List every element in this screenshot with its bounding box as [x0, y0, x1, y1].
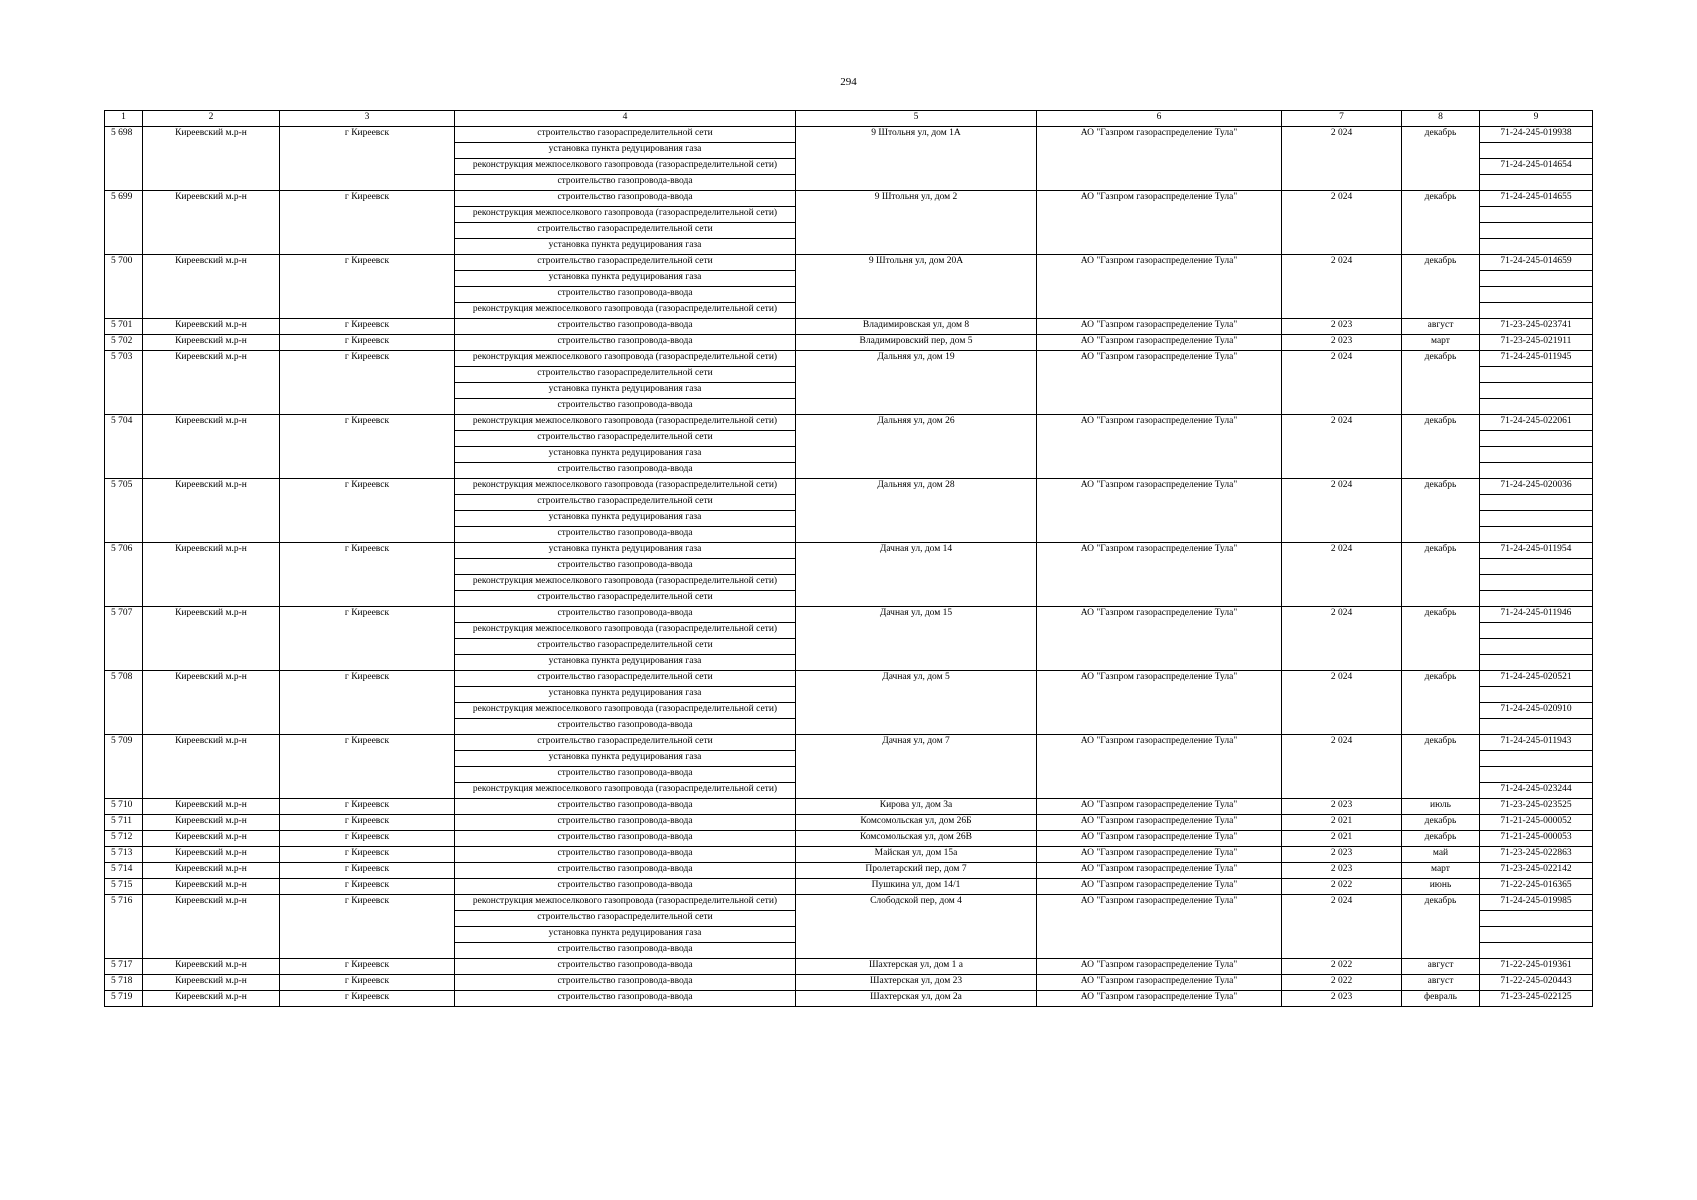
- column-header: 4: [455, 111, 796, 127]
- work-type-cell: реконструкция межпоселкового газопровода (газораспределительной сети): [455, 575, 796, 591]
- record-number: 5 705: [105, 479, 143, 543]
- table-row: [105, 815, 1593, 831]
- application-id-cell: 71-24-245-011945: [1480, 351, 1593, 367]
- application-id-cell: [1480, 207, 1593, 223]
- page-number: 294: [840, 76, 857, 88]
- work-type-cell: строительство газопровода-ввода: [455, 463, 796, 479]
- month-cell: декабрь: [1402, 815, 1480, 831]
- year-cell: 2 024: [1282, 415, 1402, 479]
- address-cell: Шахтерская ул, дом 2а: [796, 991, 1037, 1007]
- district-cell: Киреевский м.р-н: [143, 895, 280, 959]
- month-cell: декабрь: [1402, 543, 1480, 607]
- city-cell: г Киреевск: [280, 671, 455, 735]
- district-cell: Киреевский м.р-н: [143, 863, 280, 879]
- application-id-cell: [1480, 447, 1593, 463]
- application-id-cell: [1480, 655, 1593, 671]
- record-number: 5 699: [105, 191, 143, 255]
- year-cell: 2 021: [1282, 815, 1402, 831]
- work-type-cell: строительство газораспределительной сети: [455, 223, 796, 239]
- city-cell: г Киреевск: [280, 735, 455, 799]
- city-cell: г Киреевск: [280, 543, 455, 607]
- organization-cell: АО "Газпром газораспределение Тула": [1037, 991, 1282, 1007]
- city-cell: г Киреевск: [280, 879, 455, 895]
- work-type-cell: строительство газораспределительной сети: [455, 431, 796, 447]
- organization-cell: АО "Газпром газораспределение Тула": [1037, 415, 1282, 479]
- year-cell: 2 024: [1282, 127, 1402, 191]
- table-row: [105, 831, 1593, 847]
- work-type-cell: установка пункта редуцирования газа: [455, 927, 796, 943]
- work-type-cell: реконструкция межпоселкового газопровода (газораспределительной сети): [455, 159, 796, 175]
- address-cell: Комсомольская ул, дом 26Б: [796, 815, 1037, 831]
- address-cell: Пролетарский пер, дом 7: [796, 863, 1037, 879]
- year-cell: 2 024: [1282, 255, 1402, 319]
- application-id-cell: 71-21-245-000053: [1480, 831, 1593, 847]
- address-cell: Дальняя ул, дом 28: [796, 479, 1037, 543]
- district-cell: Киреевский м.р-н: [143, 191, 280, 255]
- city-cell: г Киреевск: [280, 319, 455, 335]
- record-number: 5 707: [105, 607, 143, 671]
- district-cell: Киреевский м.р-н: [143, 543, 280, 607]
- table-row: [105, 127, 1593, 143]
- table-row: [105, 479, 1593, 495]
- month-cell: август: [1402, 319, 1480, 335]
- district-cell: Киреевский м.р-н: [143, 479, 280, 543]
- application-id-cell: 71-24-245-014654: [1480, 159, 1593, 175]
- work-type-cell: строительство газораспределительной сети: [455, 255, 796, 271]
- record-number: 5 703: [105, 351, 143, 415]
- address-cell: Пушкина ул, дом 14/1: [796, 879, 1037, 895]
- record-number: 5 698: [105, 127, 143, 191]
- application-id-cell: 71-23-245-022125: [1480, 991, 1593, 1007]
- application-id-cell: 71-24-245-023244: [1480, 783, 1593, 799]
- column-header: 2: [143, 111, 280, 127]
- record-number: 5 714: [105, 863, 143, 879]
- work-type-cell: строительство газопровода-ввода: [455, 799, 796, 815]
- application-id-cell: 71-24-245-019985: [1480, 895, 1593, 911]
- work-type-cell: строительство газопровода-ввода: [455, 319, 796, 335]
- application-id-cell: [1480, 383, 1593, 399]
- month-cell: декабрь: [1402, 735, 1480, 799]
- year-cell: 2 023: [1282, 991, 1402, 1007]
- record-number: 5 717: [105, 959, 143, 975]
- month-cell: декабрь: [1402, 415, 1480, 479]
- organization-cell: АО "Газпром газораспределение Тула": [1037, 255, 1282, 319]
- organization-cell: АО "Газпром газораспределение Тула": [1037, 831, 1282, 847]
- year-cell: 2 022: [1282, 959, 1402, 975]
- application-id-cell: [1480, 559, 1593, 575]
- work-type-cell: строительство газопровода-ввода: [455, 175, 796, 191]
- application-id-cell: 71-23-245-022142: [1480, 863, 1593, 879]
- month-cell: декабрь: [1402, 191, 1480, 255]
- city-cell: г Киреевск: [280, 351, 455, 415]
- header-row: [105, 111, 1593, 127]
- table-row: [105, 735, 1593, 751]
- record-number: 5 708: [105, 671, 143, 735]
- table-row: [105, 319, 1593, 335]
- month-cell: декабрь: [1402, 479, 1480, 543]
- application-id-cell: [1480, 223, 1593, 239]
- month-cell: март: [1402, 863, 1480, 879]
- work-type-cell: строительство газопровода-ввода: [455, 847, 796, 863]
- work-type-cell: установка пункта редуцирования газа: [455, 543, 796, 559]
- year-cell: 2 024: [1282, 351, 1402, 415]
- organization-cell: АО "Газпром газораспределение Тула": [1037, 735, 1282, 799]
- application-id-cell: 71-23-245-021911: [1480, 335, 1593, 351]
- table-row: [105, 351, 1593, 367]
- work-type-cell: реконструкция межпоселкового газопровода (газораспределительной сети): [455, 207, 796, 223]
- work-type-cell: установка пункта редуцирования газа: [455, 751, 796, 767]
- application-id-cell: 71-24-245-011954: [1480, 543, 1593, 559]
- record-number: 5 715: [105, 879, 143, 895]
- year-cell: 2 024: [1282, 191, 1402, 255]
- organization-cell: АО "Газпром газораспределение Тула": [1037, 335, 1282, 351]
- work-type-cell: реконструкция межпоселкового газопровода (газораспределительной сети): [455, 479, 796, 495]
- application-id-cell: [1480, 623, 1593, 639]
- work-type-cell: строительство газораспределительной сети: [455, 671, 796, 687]
- year-cell: 2 023: [1282, 799, 1402, 815]
- record-number: 5 716: [105, 895, 143, 959]
- work-type-cell: установка пункта редуцирования газа: [455, 687, 796, 703]
- year-cell: 2 023: [1282, 863, 1402, 879]
- year-cell: 2 024: [1282, 735, 1402, 799]
- table-row: [105, 895, 1593, 911]
- work-type-cell: строительство газопровода-ввода: [455, 863, 796, 879]
- work-type-cell: строительство газопровода-ввода: [455, 399, 796, 415]
- month-cell: май: [1402, 847, 1480, 863]
- table-row: [105, 607, 1593, 623]
- city-cell: г Киреевск: [280, 191, 455, 255]
- work-type-cell: строительство газопровода-ввода: [455, 975, 796, 991]
- work-type-cell: строительство газопровода-ввода: [455, 607, 796, 623]
- application-id-cell: [1480, 767, 1593, 783]
- district-cell: Киреевский м.р-н: [143, 607, 280, 671]
- application-id-cell: 71-23-245-022863: [1480, 847, 1593, 863]
- record-number: 5 704: [105, 415, 143, 479]
- organization-cell: АО "Газпром газораспределение Тула": [1037, 975, 1282, 991]
- month-cell: декабрь: [1402, 831, 1480, 847]
- organization-cell: АО "Газпром газораспределение Тула": [1037, 319, 1282, 335]
- application-id-cell: 71-24-245-022061: [1480, 415, 1593, 431]
- table-row: [105, 415, 1593, 431]
- address-cell: Дальняя ул, дом 26: [796, 415, 1037, 479]
- application-id-cell: [1480, 303, 1593, 319]
- work-type-cell: реконструкция межпоселкового газопровода (газораспределительной сети): [455, 783, 796, 799]
- address-cell: Шахтерская ул, дом 1 а: [796, 959, 1037, 975]
- organization-cell: АО "Газпром газораспределение Тула": [1037, 607, 1282, 671]
- month-cell: декабрь: [1402, 127, 1480, 191]
- record-number: 5 709: [105, 735, 143, 799]
- work-type-cell: установка пункта редуцирования газа: [455, 271, 796, 287]
- month-cell: декабрь: [1402, 895, 1480, 959]
- address-cell: 9 Штольня ул, дом 1А: [796, 127, 1037, 191]
- organization-cell: АО "Газпром газораспределение Тула": [1037, 895, 1282, 959]
- district-cell: Киреевский м.р-н: [143, 815, 280, 831]
- city-cell: г Киреевск: [280, 959, 455, 975]
- table-row: [105, 863, 1593, 879]
- application-id-cell: [1480, 927, 1593, 943]
- application-id-cell: 71-24-245-019938: [1480, 127, 1593, 143]
- table-row: [105, 255, 1593, 271]
- month-cell: июнь: [1402, 879, 1480, 895]
- organization-cell: АО "Газпром газораспределение Тула": [1037, 191, 1282, 255]
- district-cell: Киреевский м.р-н: [143, 975, 280, 991]
- application-id-cell: [1480, 143, 1593, 159]
- work-type-cell: установка пункта редуцирования газа: [455, 239, 796, 255]
- table-row: [105, 959, 1593, 975]
- table-row: [105, 799, 1593, 815]
- record-number: 5 706: [105, 543, 143, 607]
- address-cell: Кирова ул, дом 3а: [796, 799, 1037, 815]
- address-cell: 9 Штольня ул, дом 2: [796, 191, 1037, 255]
- month-cell: декабрь: [1402, 671, 1480, 735]
- application-id-cell: [1480, 175, 1593, 191]
- city-cell: г Киреевск: [280, 255, 455, 319]
- district-cell: Киреевский м.р-н: [143, 799, 280, 815]
- work-type-cell: строительство газопровода-ввода: [455, 767, 796, 783]
- gasification-table: [104, 110, 1593, 1007]
- city-cell: г Киреевск: [280, 799, 455, 815]
- city-cell: г Киреевск: [280, 847, 455, 863]
- address-cell: Шахтерская ул, дом 23: [796, 975, 1037, 991]
- month-cell: декабрь: [1402, 351, 1480, 415]
- address-cell: Владимировская ул, дом 8: [796, 319, 1037, 335]
- district-cell: Киреевский м.р-н: [143, 351, 280, 415]
- application-id-cell: 71-24-245-020910: [1480, 703, 1593, 719]
- record-number: 5 702: [105, 335, 143, 351]
- application-id-cell: [1480, 431, 1593, 447]
- column-header: 3: [280, 111, 455, 127]
- address-cell: Слободской пер, дом 4: [796, 895, 1037, 959]
- district-cell: Киреевский м.р-н: [143, 671, 280, 735]
- year-cell: 2 022: [1282, 975, 1402, 991]
- district-cell: Киреевский м.р-н: [143, 335, 280, 351]
- table-row: [105, 671, 1593, 687]
- work-type-cell: строительство газопровода-ввода: [455, 335, 796, 351]
- city-cell: г Киреевск: [280, 815, 455, 831]
- city-cell: г Киреевск: [280, 863, 455, 879]
- application-id-cell: [1480, 575, 1593, 591]
- organization-cell: АО "Газпром газораспределение Тула": [1037, 671, 1282, 735]
- year-cell: 2 024: [1282, 895, 1402, 959]
- application-id-cell: 71-23-245-023525: [1480, 799, 1593, 815]
- application-id-cell: [1480, 271, 1593, 287]
- application-id-cell: [1480, 367, 1593, 383]
- application-id-cell: 71-21-245-000052: [1480, 815, 1593, 831]
- address-cell: Комсомольская ул, дом 26В: [796, 831, 1037, 847]
- district-cell: Киреевский м.р-н: [143, 127, 280, 191]
- address-cell: 9 Штольня ул, дом 20А: [796, 255, 1037, 319]
- year-cell: 2 021: [1282, 831, 1402, 847]
- work-type-cell: строительство газопровода-ввода: [455, 959, 796, 975]
- application-id-cell: 71-22-245-020443: [1480, 975, 1593, 991]
- city-cell: г Киреевск: [280, 895, 455, 959]
- work-type-cell: строительство газораспределительной сети: [455, 735, 796, 751]
- work-type-cell: реконструкция межпоселкового газопровода (газораспределительной сети): [455, 351, 796, 367]
- city-cell: г Киреевск: [280, 607, 455, 671]
- year-cell: 2 024: [1282, 543, 1402, 607]
- district-cell: Киреевский м.р-н: [143, 319, 280, 335]
- application-id-cell: [1480, 719, 1593, 735]
- month-cell: июль: [1402, 799, 1480, 815]
- city-cell: г Киреевск: [280, 335, 455, 351]
- work-type-cell: реконструкция межпоселкового газопровода (газораспределительной сети): [455, 303, 796, 319]
- application-id-cell: [1480, 687, 1593, 703]
- work-type-cell: установка пункта редуцирования газа: [455, 383, 796, 399]
- organization-cell: АО "Газпром газораспределение Тула": [1037, 815, 1282, 831]
- district-cell: Киреевский м.р-н: [143, 255, 280, 319]
- year-cell: 2 024: [1282, 479, 1402, 543]
- district-cell: Киреевский м.р-н: [143, 415, 280, 479]
- month-cell: август: [1402, 975, 1480, 991]
- city-cell: г Киреевск: [280, 975, 455, 991]
- organization-cell: АО "Газпром газораспределение Тула": [1037, 879, 1282, 895]
- work-type-cell: строительство газораспределительной сети: [455, 591, 796, 607]
- work-type-cell: установка пункта редуцирования газа: [455, 447, 796, 463]
- district-cell: Киреевский м.р-н: [143, 831, 280, 847]
- work-type-cell: реконструкция межпоселкового газопровода (газораспределительной сети): [455, 895, 796, 911]
- work-type-cell: установка пункта редуцирования газа: [455, 143, 796, 159]
- column-header: 8: [1402, 111, 1480, 127]
- table-row: [105, 879, 1593, 895]
- address-cell: Дачная ул, дом 5: [796, 671, 1037, 735]
- work-type-cell: строительство газопровода-ввода: [455, 815, 796, 831]
- organization-cell: АО "Газпром газораспределение Тула": [1037, 799, 1282, 815]
- address-cell: Дачная ул, дом 14: [796, 543, 1037, 607]
- work-type-cell: строительство газораспределительной сети: [455, 367, 796, 383]
- district-cell: Киреевский м.р-н: [143, 991, 280, 1007]
- organization-cell: АО "Газпром газораспределение Тула": [1037, 127, 1282, 191]
- district-cell: Киреевский м.р-н: [143, 735, 280, 799]
- application-id-cell: 71-23-245-023741: [1480, 319, 1593, 335]
- record-number: 5 712: [105, 831, 143, 847]
- work-type-cell: строительство газопровода-ввода: [455, 879, 796, 895]
- address-cell: Дальняя ул, дом 19: [796, 351, 1037, 415]
- application-id-cell: 71-24-245-014659: [1480, 255, 1593, 271]
- table-row: [105, 191, 1593, 207]
- year-cell: 2 023: [1282, 319, 1402, 335]
- work-type-cell: реконструкция межпоселкового газопровода (газораспределительной сети): [455, 415, 796, 431]
- work-type-cell: установка пункта редуцирования газа: [455, 655, 796, 671]
- year-cell: 2 024: [1282, 671, 1402, 735]
- work-type-cell: строительство газопровода-ввода: [455, 719, 796, 735]
- organization-cell: АО "Газпром газораспределение Тула": [1037, 479, 1282, 543]
- record-number: 5 711: [105, 815, 143, 831]
- city-cell: г Киреевск: [280, 127, 455, 191]
- application-id-cell: [1480, 639, 1593, 655]
- district-cell: Киреевский м.р-н: [143, 847, 280, 863]
- application-id-cell: [1480, 943, 1593, 959]
- work-type-cell: строительство газораспределительной сети: [455, 127, 796, 143]
- city-cell: г Киреевск: [280, 415, 455, 479]
- work-type-cell: реконструкция межпоселкового газопровода (газораспределительной сети): [455, 623, 796, 639]
- month-cell: декабрь: [1402, 255, 1480, 319]
- table-row: [105, 543, 1593, 559]
- table-body: [105, 111, 1593, 1007]
- year-cell: 2 023: [1282, 335, 1402, 351]
- district-cell: Киреевский м.р-н: [143, 879, 280, 895]
- address-cell: Дачная ул, дом 15: [796, 607, 1037, 671]
- district-cell: Киреевский м.р-н: [143, 959, 280, 975]
- record-number: 5 701: [105, 319, 143, 335]
- address-cell: Владимировский пер, дом 5: [796, 335, 1037, 351]
- application-id-cell: [1480, 495, 1593, 511]
- table-row: [105, 991, 1593, 1007]
- work-type-cell: строительство газопровода-ввода: [455, 287, 796, 303]
- application-id-cell: [1480, 591, 1593, 607]
- application-id-cell: 71-22-245-016365: [1480, 879, 1593, 895]
- city-cell: г Киреевск: [280, 479, 455, 543]
- application-id-cell: [1480, 911, 1593, 927]
- month-cell: февраль: [1402, 991, 1480, 1007]
- city-cell: г Киреевск: [280, 831, 455, 847]
- application-id-cell: [1480, 463, 1593, 479]
- column-header: 5: [796, 111, 1037, 127]
- table-row: [105, 335, 1593, 351]
- work-type-cell: установка пункта редуцирования газа: [455, 511, 796, 527]
- city-cell: г Киреевск: [280, 991, 455, 1007]
- application-id-cell: 71-24-245-011946: [1480, 607, 1593, 623]
- record-number: 5 718: [105, 975, 143, 991]
- application-id-cell: [1480, 751, 1593, 767]
- year-cell: 2 024: [1282, 607, 1402, 671]
- application-id-cell: [1480, 511, 1593, 527]
- application-id-cell: 71-24-245-020036: [1480, 479, 1593, 495]
- organization-cell: АО "Газпром газораспределение Тула": [1037, 959, 1282, 975]
- application-id-cell: [1480, 287, 1593, 303]
- application-id-cell: [1480, 527, 1593, 543]
- application-id-cell: 71-24-245-011943: [1480, 735, 1593, 751]
- address-cell: Майская ул, дом 15а: [796, 847, 1037, 863]
- work-type-cell: строительство газопровода-ввода: [455, 943, 796, 959]
- year-cell: 2 023: [1282, 847, 1402, 863]
- year-cell: 2 022: [1282, 879, 1402, 895]
- work-type-cell: строительство газопровода-ввода: [455, 191, 796, 207]
- month-cell: март: [1402, 335, 1480, 351]
- work-type-cell: строительство газораспределительной сети: [455, 495, 796, 511]
- application-id-cell: 71-22-245-019361: [1480, 959, 1593, 975]
- work-type-cell: строительство газопровода-ввода: [455, 527, 796, 543]
- column-header: 1: [105, 111, 143, 127]
- column-header: 6: [1037, 111, 1282, 127]
- month-cell: август: [1402, 959, 1480, 975]
- work-type-cell: строительство газопровода-ввода: [455, 991, 796, 1007]
- record-number: 5 713: [105, 847, 143, 863]
- record-number: 5 710: [105, 799, 143, 815]
- table-row: [105, 847, 1593, 863]
- month-cell: декабрь: [1402, 607, 1480, 671]
- organization-cell: АО "Газпром газораспределение Тула": [1037, 863, 1282, 879]
- work-type-cell: строительство газопровода-ввода: [455, 831, 796, 847]
- organization-cell: АО "Газпром газораспределение Тула": [1037, 543, 1282, 607]
- record-number: 5 700: [105, 255, 143, 319]
- work-type-cell: строительство газопровода-ввода: [455, 559, 796, 575]
- work-type-cell: строительство газораспределительной сети: [455, 639, 796, 655]
- organization-cell: АО "Газпром газораспределение Тула": [1037, 847, 1282, 863]
- work-type-cell: реконструкция межпоселкового газопровода (газораспределительной сети): [455, 703, 796, 719]
- address-cell: Дачная ул, дом 7: [796, 735, 1037, 799]
- work-type-cell: строительство газораспределительной сети: [455, 911, 796, 927]
- application-id-cell: 71-24-245-014655: [1480, 191, 1593, 207]
- table-row: [105, 975, 1593, 991]
- application-id-cell: 71-24-245-020521: [1480, 671, 1593, 687]
- application-id-cell: [1480, 399, 1593, 415]
- application-id-cell: [1480, 239, 1593, 255]
- column-header: 7: [1282, 111, 1402, 127]
- column-header: 9: [1480, 111, 1593, 127]
- organization-cell: АО "Газпром газораспределение Тула": [1037, 351, 1282, 415]
- record-number: 5 719: [105, 991, 143, 1007]
